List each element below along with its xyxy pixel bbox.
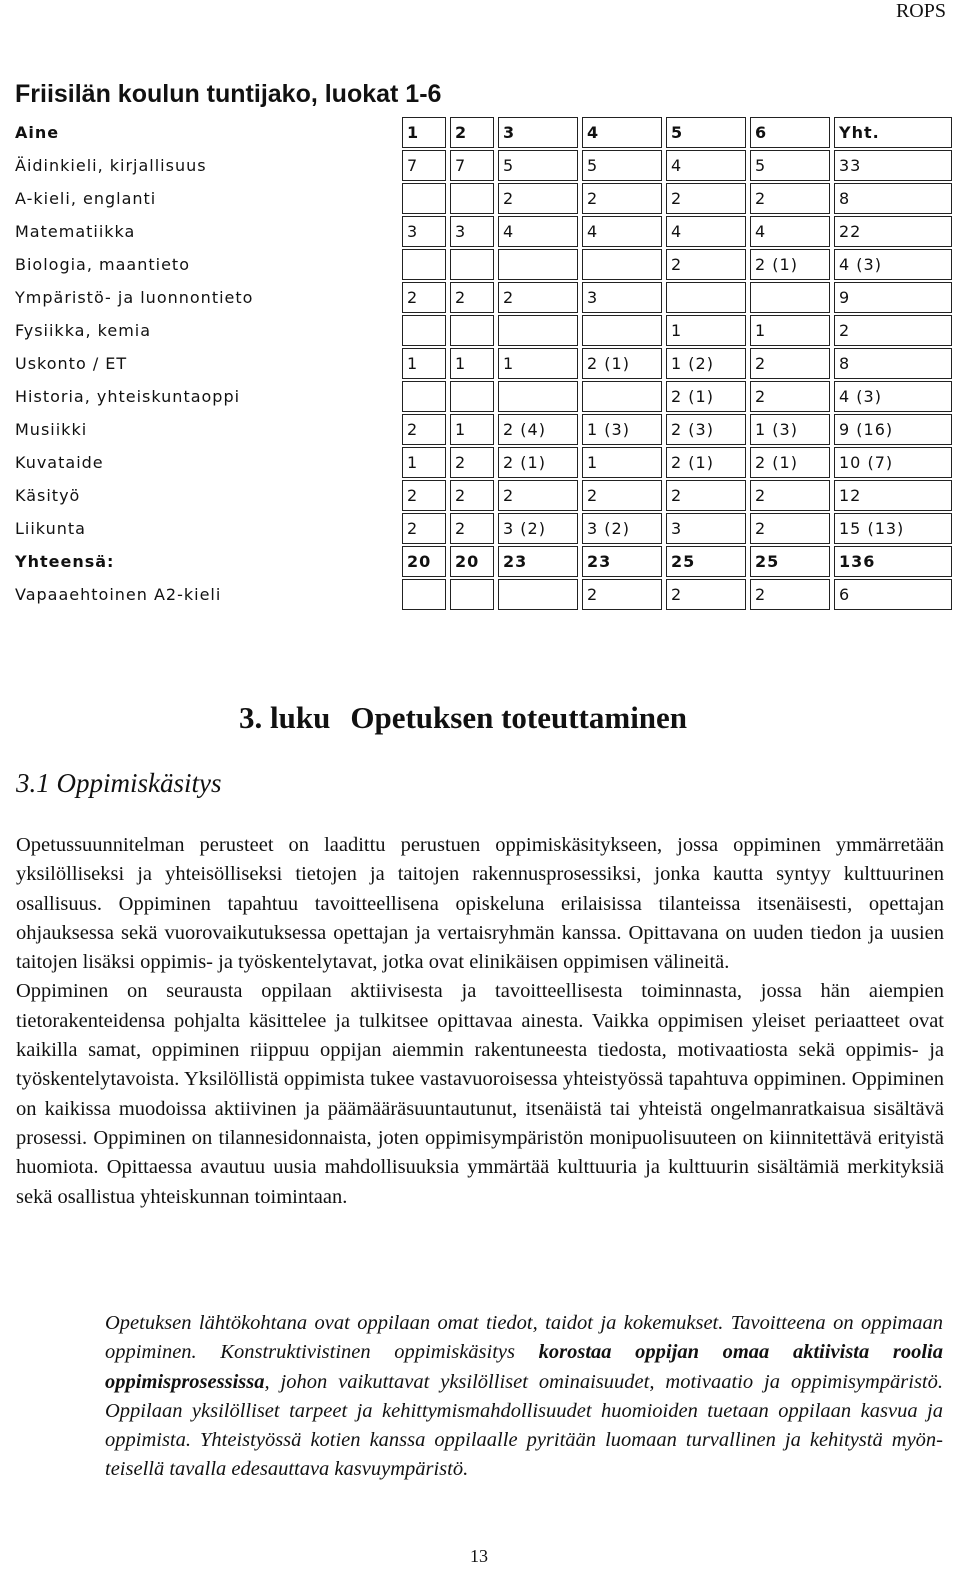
value-cell: 15 (13) — [834, 513, 952, 544]
value-cell: 2 — [450, 282, 494, 313]
value-cell: 2 — [450, 117, 494, 148]
value-cell: Yht. — [834, 117, 952, 148]
value-cell: 4 — [582, 216, 662, 247]
value-cell — [498, 381, 578, 412]
table-total-row — [14, 546, 952, 577]
value-cell — [582, 315, 662, 346]
value-cell: 4 — [498, 216, 578, 247]
value-cell: 4 — [582, 117, 662, 148]
value-cell: 9 (16) — [834, 414, 952, 445]
value-cell: 2 (4) — [498, 414, 578, 445]
value-cell: 2 — [450, 480, 494, 511]
value-cell: 23 — [498, 546, 578, 577]
quote-text: , johon vaikuttavat yksilölliset ominaisuudet, motivaatio ja oppimisympäristö. Oppilaan yksilölliset tarpeet ja kehittymismahdollisuudet huomioiden tuetaan oppilaan kasvua ja oppimista. Yhteistyössä kotien kanssa oppilaalle pyritään luomaan turvallinen ja kehitystä myönteisellä tavalla edesauttava kasvuympäristö. — [105, 1370, 943, 1481]
value-cell: 2 — [582, 480, 662, 511]
page-number: 13 — [470, 1546, 488, 1566]
value-cell: 3 (2) — [582, 513, 662, 544]
value-cell: 1 (3) — [750, 414, 830, 445]
value-cell: 1 — [582, 447, 662, 478]
subject-cell: Historia, yhteiskuntaoppi — [15, 387, 241, 406]
value-cell: 4 (3) — [834, 249, 952, 280]
value-cell — [402, 315, 446, 346]
subject-cell: Yhteensä: — [15, 552, 115, 571]
paragraph: Oppiminen on seurausta oppilaan aktiivisesta ja tavoitteellisesta toiminnasta, jossa hän aiempien tietorakenteidensa pohjalta käsittelee ja tulkitsee opittavaa ainesta. Vaikka oppimisen yleiset periaatteet ovat kaikilla samat, oppiminen riippuu oppijan aiemmin rakentuneesta tiedosta, motivaatiosta sekä oppimis- ja työskentelytavoista. Yksilöllistä oppimista tukee vastavuoroisessa yhteistyössä tapahtuva oppiminen. Oppiminen on kaikissa muodoissa aktiivinen ja päämääräsuuntautunut, itsenäistä tai yhteistä ongelmanratkaisua sisältävä prosessi. Oppiminen on tilannesidonnaista, joten oppimisympäristön monipuolisuuteen on kiinnitettävä erityistä huomiota. Opittaessa avautuu uusia mahdollisuuksia ymmärtää kulttuuria ja kulttuurin sisältämiä merkityksiä sekä osallistua yhteiskunnan toimintaan. — [16, 980, 944, 1208]
value-cell: 9 — [834, 282, 952, 313]
value-cell: 2 — [498, 183, 578, 214]
value-cell: 1 (3) — [582, 414, 662, 445]
value-cell: 136 — [834, 546, 952, 577]
value-cell: 1 — [402, 348, 446, 379]
value-cell: 8 — [834, 183, 952, 214]
value-cell: 1 — [402, 447, 446, 478]
table-row — [14, 282, 952, 313]
value-cell — [450, 579, 494, 610]
value-cell: 2 (1) — [750, 447, 830, 478]
value-cell: 2 — [750, 480, 830, 511]
value-cell: 6 — [750, 117, 830, 148]
table-row — [14, 150, 952, 181]
value-cell: 2 — [402, 414, 446, 445]
value-cell: 2 — [402, 513, 446, 544]
value-cell: 7 — [402, 150, 446, 181]
paragraph: Opetussuunnitelman perusteet on laadittu perustuen oppimiskäsitykseen, jossa oppiminen ymmärretään yksilölliseksi ja yhteisölliseksi tietojen ja taitojen rakennusprosessiksi, jonka kautta syntyy kulttuurinen osallisuus. Oppiminen tapahtuu tavoitteellisena opiskeluna erilaisissa tilanteissa itsenäisesti, opettajan ohjauksessa sekä vuorovaikutuksessa opettajan ja vertaisryhmän kanssa. Opittavana on uuden tiedon ja uusien taitojen lisäksi oppimis- ja työskentelytavat, jotka ovat elinikäisen oppimisen välineitä. — [16, 834, 944, 974]
subject-cell: Matematiikka — [15, 222, 136, 241]
table-row — [14, 513, 952, 544]
subject-cell: Fysiikka, kemia — [15, 321, 152, 340]
subject-cell: A-kieli, englanti — [15, 189, 157, 208]
subject-cell: Aine — [15, 123, 60, 142]
table-row — [14, 249, 952, 280]
value-cell: 2 — [750, 513, 830, 544]
table-row — [14, 414, 952, 445]
value-cell: 2 (1) — [666, 447, 746, 478]
value-cell: 4 — [750, 216, 830, 247]
table-row — [14, 381, 952, 412]
value-cell: 22 — [834, 216, 952, 247]
value-cell: 1 — [450, 414, 494, 445]
body-text — [16, 831, 944, 1212]
quote-emphasis: korostaa oppijan omaa aktiivista roolia oppimisprosessissa — [105, 1341, 944, 1393]
subject-cell: Musiikki — [15, 420, 88, 439]
value-cell: 2 — [450, 447, 494, 478]
value-cell: 25 — [750, 546, 830, 577]
value-cell — [582, 381, 662, 412]
table-row — [14, 183, 952, 214]
value-cell: 23 — [582, 546, 662, 577]
value-cell — [750, 282, 830, 313]
value-cell: 5 — [666, 117, 746, 148]
value-cell: 5 — [582, 150, 662, 181]
value-cell: 2 — [498, 282, 578, 313]
value-cell: 1 — [498, 348, 578, 379]
value-cell: 3 — [582, 282, 662, 313]
subject-cell: Käsityö — [15, 486, 81, 505]
value-cell: 1 (2) — [666, 348, 746, 379]
value-cell — [402, 183, 446, 214]
subject-cell: Kuvataide — [15, 453, 104, 472]
value-cell: 1 — [750, 315, 830, 346]
value-cell: 2 — [402, 480, 446, 511]
value-cell — [450, 381, 494, 412]
section-heading: 3.1 Oppimiskäsitys — [16, 768, 222, 798]
value-cell: 2 (1) — [750, 249, 830, 280]
value-cell: 2 — [450, 513, 494, 544]
value-cell: 2 — [666, 249, 746, 280]
value-cell: 2 — [666, 183, 746, 214]
value-cell: 2 — [582, 579, 662, 610]
value-cell — [498, 579, 578, 610]
value-cell — [582, 249, 662, 280]
value-cell: 2 — [834, 315, 952, 346]
value-cell: 2 — [750, 579, 830, 610]
value-cell: 3 — [666, 513, 746, 544]
table-header-row — [14, 117, 952, 148]
value-cell: 5 — [498, 150, 578, 181]
table-row — [14, 315, 952, 346]
value-cell — [450, 315, 494, 346]
chapter-heading — [239, 700, 687, 736]
value-cell — [402, 381, 446, 412]
value-cell: 8 — [834, 348, 952, 379]
value-cell: 2 — [402, 282, 446, 313]
table-row — [14, 480, 952, 511]
subject-cell: Vapaaehtoinen A2-kieli — [15, 585, 222, 604]
value-cell: 3 — [450, 216, 494, 247]
value-cell: 2 — [498, 480, 578, 511]
value-cell: 1 — [450, 348, 494, 379]
value-cell: 3 — [498, 117, 578, 148]
subject-cell: Uskonto / ET — [15, 354, 128, 373]
value-cell: 4 — [666, 150, 746, 181]
value-cell: 25 — [666, 546, 746, 577]
value-cell: 6 — [834, 579, 952, 610]
value-cell: 2 — [750, 381, 830, 412]
value-cell — [450, 183, 494, 214]
value-cell: 2 — [750, 348, 830, 379]
value-cell: 5 — [750, 150, 830, 181]
value-cell: 2 — [582, 183, 662, 214]
table-row — [14, 447, 952, 478]
value-cell — [450, 249, 494, 280]
quote-text: Opetuksen lähtökohtana ovat oppilaan omat tiedot, taidot ja kokemukset. Tavoitteena on oppimaan oppiminen. Konstruktivistinen oppimiskäsitys — [105, 1312, 943, 1364]
value-cell: 2 (1) — [498, 447, 578, 478]
value-cell: 2 (3) — [666, 414, 746, 445]
value-cell: 2 — [666, 579, 746, 610]
value-cell — [666, 282, 746, 313]
table-row — [14, 348, 952, 379]
subject-cell: Liikunta — [15, 519, 86, 538]
value-cell: 20 — [450, 546, 494, 577]
chapter-title: Opetuksen toteuttaminen — [350, 700, 688, 735]
value-cell: 33 — [834, 150, 952, 181]
value-cell: 2 (1) — [582, 348, 662, 379]
table-title: Friisilän koulun tuntijako, luokat 1-6 — [15, 80, 442, 108]
value-cell — [402, 249, 446, 280]
subject-cell: Ympäristö- ja luonnontieto — [15, 288, 254, 307]
table-row — [14, 216, 952, 247]
value-cell: 12 — [834, 480, 952, 511]
value-cell: 1 — [402, 117, 446, 148]
value-cell: 2 — [750, 183, 830, 214]
table-row — [14, 579, 952, 610]
value-cell — [498, 315, 578, 346]
value-cell: 2 (1) — [666, 381, 746, 412]
running-header: ROPS — [895, 0, 946, 22]
value-cell — [402, 579, 446, 610]
value-cell: 4 — [666, 216, 746, 247]
lesson-hours-table — [10, 115, 956, 612]
value-cell: 1 — [666, 315, 746, 346]
subject-cell: Biologia, maantieto — [15, 255, 190, 274]
value-cell: 2 — [666, 480, 746, 511]
value-cell: 7 — [450, 150, 494, 181]
value-cell: 20 — [402, 546, 446, 577]
value-cell: 3 — [402, 216, 446, 247]
subject-cell: Äidinkieli, kirjallisuus — [15, 156, 207, 175]
value-cell: 3 (2) — [498, 513, 578, 544]
value-cell: 4 (3) — [834, 381, 952, 412]
highlight-quote — [105, 1309, 943, 1485]
value-cell — [498, 249, 578, 280]
value-cell: 10 (7) — [834, 447, 952, 478]
chapter-number: 3. luku — [239, 700, 331, 735]
